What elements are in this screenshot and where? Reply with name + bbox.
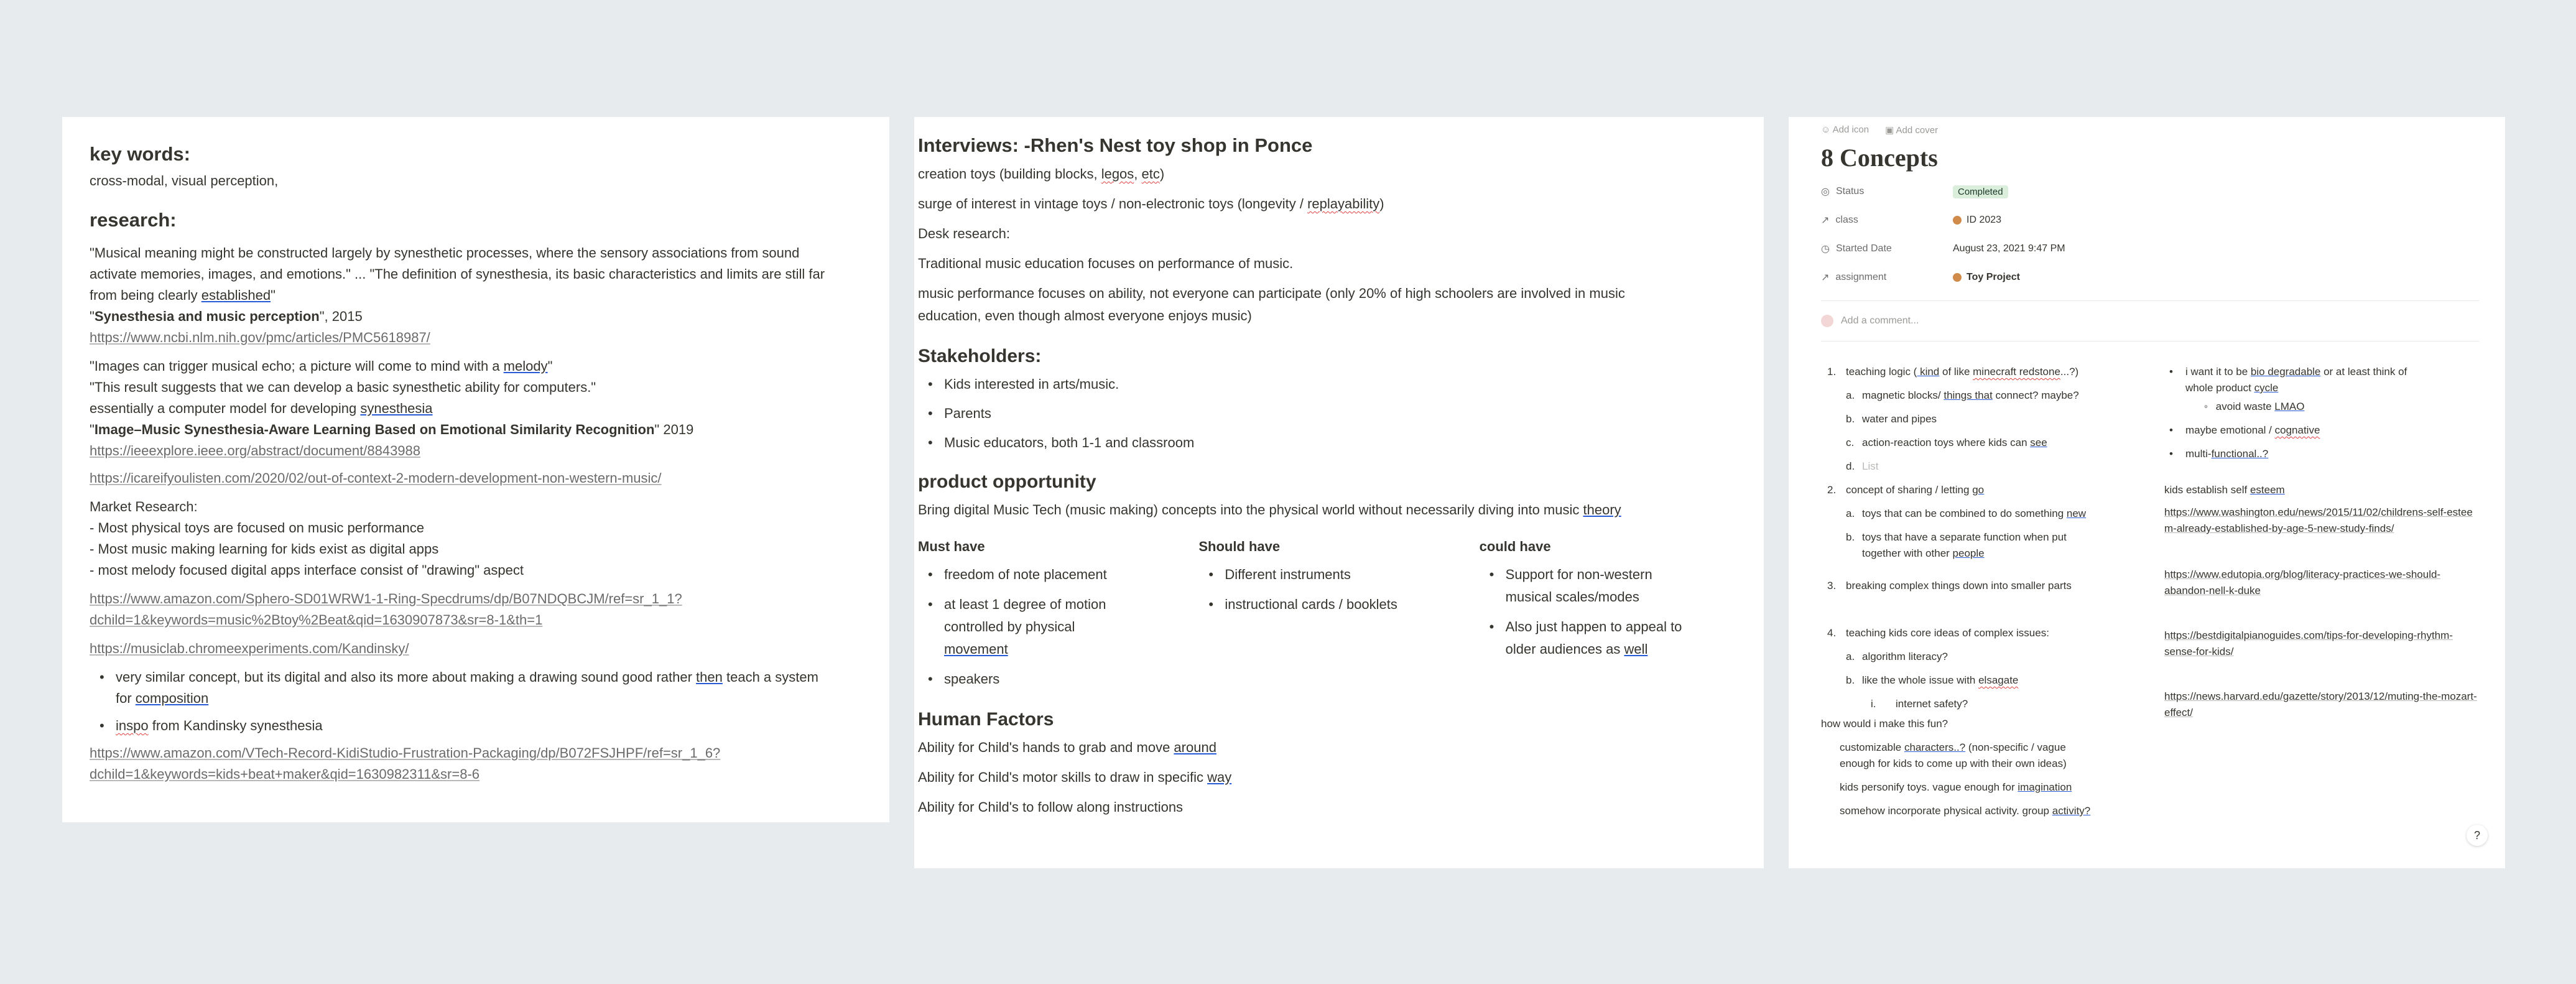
concept-list (1821, 364, 2164, 819)
hf-line: Ability for Child's hands to grab and move around (918, 740, 1216, 755)
melody-link[interactable]: melody (503, 358, 548, 374)
avatar (1821, 315, 1833, 327)
interviews-panel (914, 117, 1764, 868)
could-have-column: could have • Support for non-western musical scales/modes • Also just happen to appeal to older audiences as well (1480, 539, 1760, 690)
quote-line: "Musical meaning might be constructed largely by synesthetic processes, where the sensory associations from sound (90, 245, 800, 261)
right-notes (2164, 364, 2479, 819)
concepts-page-panel (1789, 117, 2505, 868)
edutopia-link[interactable]: https://www.edutopia.org/blog/literacy-practices-we-should-abandon-nell-k-duke (2164, 569, 2441, 596)
amazon-link-2[interactable]: https://www.amazon.com/VTech-Record-KidiStudio-Frustration-Packaging/dp/B072FSJHPF/ref=sr_1_6? dchild=1&keywords=kids+beat+maker&qid=1630982311&sr=8-6 (90, 745, 721, 782)
list-item: 2. concept of sharing / letting go (1827, 484, 1985, 496)
list-item: a. magnetic blocks/ things that connect? maybe? (1846, 389, 2079, 401)
article-link[interactable]: https://icareifyoulisten.com/2020/02/out-of-context-2-modern-development-non-western-music/ (90, 470, 662, 486)
list-item: b. water and pipes (1846, 413, 1937, 425)
property-started-date[interactable]: ◷ Started Date August 23, 2021 9:47 PM (1821, 243, 2065, 254)
list-item: somehow incorporate physical activity. group activity? (1840, 805, 2091, 817)
properties (1821, 177, 2479, 292)
list-item: • freedom of note placement (944, 564, 1198, 586)
property-class[interactable]: ↗ class ID 2023 (1821, 215, 2002, 226)
market-line: - most melody focused digital apps interface consist of "drawing" aspect (90, 562, 524, 578)
list-item: a. toys that can be combined to do something new (1846, 508, 2087, 519)
piano-guides-link[interactable]: https://bestdigitalpianoguides.com/tips-for-developing-rhythm-sense-for-kids/ (2164, 629, 2453, 657)
list-item: • i want it to be bio degradable or at least think of whole product cycle (2185, 364, 2479, 396)
status-badge: Completed (1953, 185, 2008, 198)
quote-line: essentially a computer model for developing synesthesia (90, 401, 433, 416)
comment-box[interactable]: Add a comment... (1821, 300, 2479, 341)
page-icon (1953, 216, 1962, 225)
harvard-link[interactable]: https://news.harvard.edu/gazette/story/2013/12/muting-the-mozart-effect/ (2164, 690, 2477, 718)
list-item: customizable characters..? (non-specific / vague enough for kids to come up with their own ideas) (1840, 741, 2067, 769)
list-item: a. algorithm literacy? (1846, 651, 1948, 662)
note-line: creation toys (building blocks, legos, etc) (918, 166, 1165, 182)
opportunity-heading: product opportunity (918, 471, 1096, 492)
bullet-list (90, 667, 862, 736)
keywords-text: cross-modal, visual perception, (90, 173, 279, 188)
must-have-column: Must have • freedom of note placement • at least 1 degree of motion controlled by physical movement • speakers (918, 539, 1198, 690)
keywords-heading: key words: (90, 143, 190, 165)
list-item: • maybe emotional / cognative (2185, 422, 2479, 439)
quote-line: from being clearly established" (90, 287, 276, 303)
list-item: • instructional cards / booklets (1225, 593, 1479, 616)
add-cover-button[interactable]: ▣ Add cover (1885, 125, 1939, 136)
paper-title-2: "Image–Music Synesthesia-Aware Learning Based on Emotional Similarity Recognition" 2019 (90, 422, 694, 437)
list-item: • Also just happen to appeal to older audiences as well (1506, 616, 1760, 661)
list-item: b. like the whole issue with elsagate (1846, 674, 2019, 686)
human-factors-heading: Human Factors (918, 709, 1054, 730)
note-line: education, even though almost everyone enjoys music) (918, 308, 1252, 323)
help-button[interactable]: ? (2467, 825, 2488, 846)
market-line: - Most physical toys are focused on music performance (90, 520, 425, 536)
quote-line: activate memories, images, and emotions." ... "The definition of synesthesia, its basic characteristics and limits are still far (90, 266, 825, 282)
kandinsky-link[interactable]: https://musiclab.chromeexperiments.com/Kandinsky/ (90, 641, 409, 656)
note-line: surge of interest in vintage toys / non-electronic toys (longevity / replayability) (918, 196, 1384, 211)
esteem-line: kids establish self esteem (2164, 484, 2285, 496)
status-icon: ◎ (1821, 187, 1830, 197)
should-have-column: Should have • Different instruments • instructional cards / booklets (1198, 539, 1479, 690)
list-item: ◦ avoid waste LMAO (2204, 401, 2305, 412)
hf-line: Ability for Child's motor skills to draw in specific way (918, 769, 1232, 785)
note-line: Traditional music education focuses on performance of music. (918, 256, 1294, 271)
list-item: • inspo from Kandinsky synesthesia (116, 715, 862, 736)
note-line: music performance focuses on ability, not everyone can participate (only 20% of high schoolers are involved in music (918, 285, 1625, 301)
list-item: • Kids interested in arts/music. (944, 373, 1760, 396)
paper-link-1[interactable]: https://www.ncbi.nlm.nih.gov/pmc/articles/PMC5618987/ (90, 330, 430, 345)
list-item[interactable]: d. List (1846, 460, 1879, 472)
interviews-title: Interviews: -Rhen's Nest toy shop in Ponce (918, 134, 1313, 156)
list-item: 3. breaking complex things down into smaller parts (1827, 580, 2072, 592)
list-item: • Different instruments (1225, 564, 1479, 586)
list-item: • Support for non-western musical scales/modes (1506, 564, 1760, 608)
page-title: 8 Concepts (1821, 144, 1938, 172)
amazon-link-1[interactable]: https://www.amazon.com/Sphero-SD01WRW1-1-Ring-Specdrums/dp/B07NDQBCJM/ref=sr_1_1? dchild=1&keywords=music%2Btoy%2Beat&qid=1630907873&sr=8-1&th=1 (90, 591, 682, 628)
list-item: • very similar concept, but its digital and also its more about making a drawing sound good rather then teach a system for composition (116, 667, 862, 709)
relation-icon: ↗ (1821, 215, 1830, 226)
list-item: • speakers (944, 668, 1198, 690)
paper-title-1: "Synesthesia and music perception", 2015 (90, 309, 363, 324)
washington-link[interactable]: https://www.washington.edu/news/2015/11/02/childrens-self-esteem-already-established-by-age-5-new-study-finds/ (2164, 506, 2473, 534)
note-line: Desk research: (918, 226, 1010, 241)
research-notes-panel (62, 117, 889, 822)
hf-line: Ability for Child's to follow along instructions (918, 799, 1184, 815)
list-item: 4. teaching kids core ideas of complex issues: (1827, 627, 2049, 639)
list-item: • Music educators, both 1-1 and classroom (944, 432, 1760, 454)
quote-line: "This result suggests that we can develop a basic synesthetic ability for computers." (90, 379, 596, 395)
add-icon-button[interactable]: ☺ Add icon (1821, 124, 1869, 135)
list-item: • multi-functional..? (2185, 446, 2479, 462)
feature-columns (918, 539, 1760, 690)
clock-icon: ◷ (1821, 244, 1830, 254)
list-item: 1. teaching logic ( kind of like minecraft redstone...?) (1827, 366, 2079, 378)
list-item: • at least 1 degree of motion controlled by physical movement (944, 593, 1198, 661)
list-item: i. internet safety? (1871, 698, 1968, 710)
list-item: kids personify toys. vague enough for imagination (1840, 781, 2072, 793)
relation-icon: ↗ (1821, 272, 1830, 283)
property-assignment[interactable]: ↗ assignment Toy Project (1821, 272, 2020, 283)
list-item: c. action-reaction toys where kids can see (1846, 437, 2047, 448)
paper-link-2[interactable]: https://ieeexplore.ieee.org/abstract/document/8843988 (90, 443, 421, 458)
list-item: • Parents (944, 402, 1760, 425)
property-status[interactable]: ◎ Status Completed (1821, 177, 2479, 206)
question-line: how would i make this fun? (1821, 718, 1948, 730)
research-heading: research: (90, 209, 177, 231)
opportunity-text: Bring digital Music Tech (music making) concepts into the physical world without necessarily diving into music theory (918, 502, 1621, 518)
quote-line: "Images can trigger musical echo; a picture will come to mind with a melody" (90, 358, 553, 374)
list-item: b. toys that have a separate function when put together with other people (1846, 531, 2067, 559)
synesthesia-link[interactable]: synesthesia (360, 401, 433, 416)
stakeholders-heading: Stakeholders: (918, 346, 1042, 366)
established-link[interactable]: established (201, 287, 271, 303)
page-icon (1953, 273, 1962, 282)
stakeholders-list (918, 373, 1760, 454)
market-line: - Most music making learning for kids exist as digital apps (90, 541, 439, 557)
market-heading: Market Research: (90, 499, 198, 514)
